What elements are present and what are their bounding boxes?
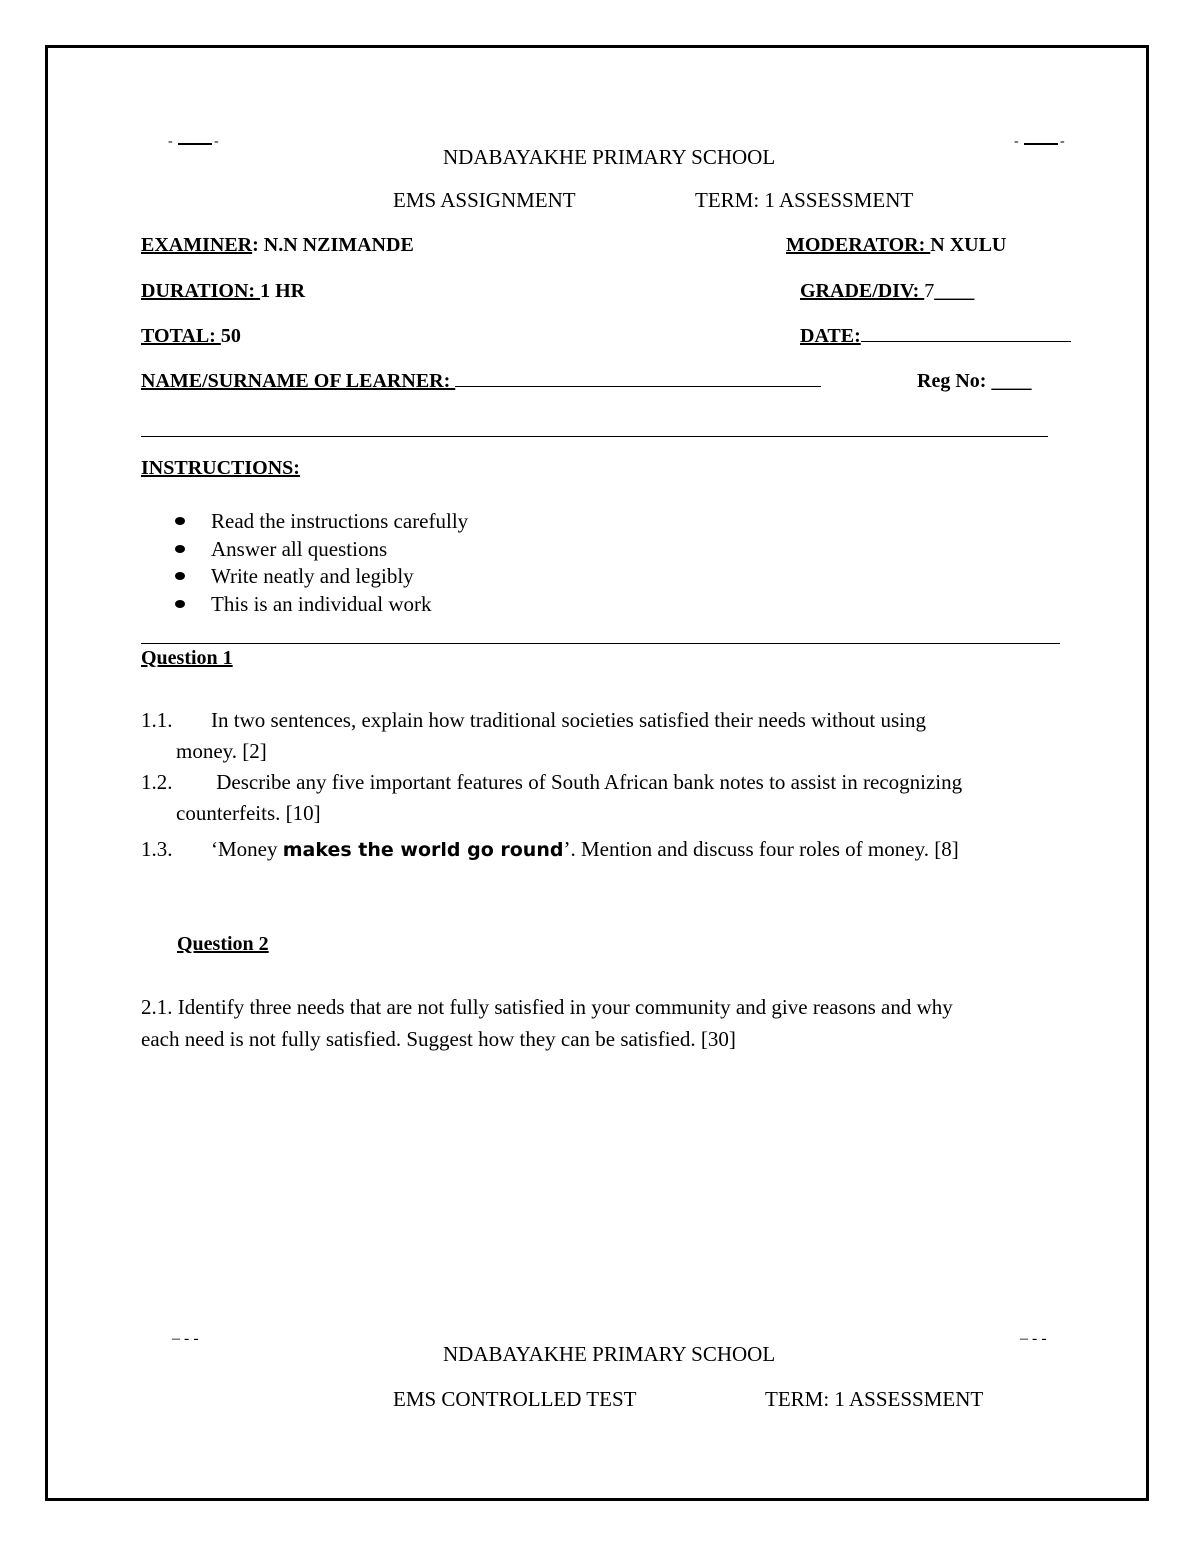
corner-mark-top-left: -: [168, 134, 173, 149]
grade-value: 7: [924, 280, 935, 302]
question-1-3-emphasis: makes the world go round: [282, 839, 564, 861]
total-label: TOTAL:: [141, 325, 221, 347]
bullet-icon: [175, 545, 185, 553]
instruction-item: Read the instructions carefully: [175, 508, 468, 536]
duration-value: 1 HR: [260, 280, 306, 302]
moderator-row: [786, 234, 1006, 257]
question-1-heading: Question 1: [141, 647, 233, 669]
learner-name-blank-line[interactable]: [455, 386, 821, 387]
footer-term-title: TERM: 1 ASSESSMENT: [765, 1387, 984, 1411]
question-1-3: [141, 837, 959, 862]
learner-name-label: NAME/SURNAME OF LEARNER:: [141, 370, 456, 392]
school-name: NDABAYAKHE PRIMARY SCHOOL: [443, 145, 776, 169]
question-2-1: 2.1. Identify three needs that are not fully satisfied in your community and give reasons and why: [141, 995, 953, 1019]
instruction-item: Answer all questions: [175, 536, 468, 564]
footer-corner-mark-right: – - -: [1020, 1330, 1047, 1347]
examiner-label: EXAMINER: [141, 234, 253, 256]
examiner-row: [141, 234, 414, 257]
corner-mark-top-right: -: [1014, 134, 1019, 149]
grade-label: GRADE/DIV:: [800, 280, 925, 302]
term-title: TERM: 1 ASSESSMENT: [695, 188, 914, 212]
footer-subject-title: EMS CONTROLLED TEST: [393, 1387, 637, 1411]
question-1-2-continued: counterfeits. [10]: [176, 801, 321, 825]
question-1-3-number: 1.3.: [141, 837, 173, 861]
separator-line-2: [141, 643, 1060, 644]
total-value: 50: [220, 325, 241, 347]
instructions-heading: INSTRUCTIONS:: [141, 457, 300, 479]
date-blank-line[interactable]: [861, 341, 1071, 342]
question-1-1: [141, 708, 926, 733]
duration-row: [141, 280, 305, 303]
separator-line-1: [141, 436, 1048, 437]
instruction-item: Write neatly and legibly: [175, 563, 468, 591]
bullet-icon: [175, 517, 185, 525]
question-1-1-continued: money. [2]: [176, 739, 267, 763]
grade-blank: ____: [934, 280, 975, 302]
subject-title: EMS ASSIGNMENT: [393, 188, 576, 212]
corner-line-top-left: [178, 143, 212, 145]
regno-label: Reg No:: [917, 370, 992, 392]
question-1-2-number: 1.2.: [141, 770, 173, 794]
learner-name-row: [141, 370, 821, 393]
bullet-icon: [175, 600, 185, 608]
regno-blank[interactable]: ____: [991, 370, 1032, 392]
question-1-3-text: ’. Mention and discuss four roles of money. [8]: [563, 837, 959, 861]
moderator-label: MODERATOR:: [786, 234, 931, 256]
duration-label: DURATION:: [141, 280, 261, 302]
question-1-1-number: 1.1.: [141, 708, 173, 732]
corner-mark-top-left-end: -: [214, 134, 219, 149]
bullet-icon: [175, 572, 185, 580]
corner-line-top-right: [1024, 143, 1058, 145]
question-1-1-text: In two sentences, explain how traditional societies satisfied their needs without using: [211, 708, 927, 732]
question-1-2-text: Describe any five important features of South African bank notes to assist in recognizing: [211, 770, 963, 794]
question-2-heading: Question 2: [177, 933, 269, 955]
question-1-2: [141, 770, 962, 795]
instructions-list: [175, 508, 468, 618]
moderator-value: N XULU: [930, 234, 1007, 256]
instruction-item: This is an individual work: [175, 591, 468, 619]
footer-corner-mark-left: – - -: [172, 1330, 199, 1347]
footer-school-name: NDABAYAKHE PRIMARY SCHOOL: [443, 1342, 776, 1366]
corner-mark-top-right-end: -: [1060, 134, 1065, 149]
total-row: [141, 325, 241, 348]
grade-row: [800, 280, 974, 303]
date-label: DATE:: [800, 325, 861, 347]
regno-row: [917, 370, 1031, 393]
examiner-value: : N.N NZIMANDE: [252, 234, 414, 256]
date-row: [800, 325, 1071, 348]
question-2-1-continued: each need is not fully satisfied. Suggest how they can be satisfied. [30]: [141, 1027, 736, 1051]
question-1-3-quote-open: ‘Money: [211, 837, 283, 861]
